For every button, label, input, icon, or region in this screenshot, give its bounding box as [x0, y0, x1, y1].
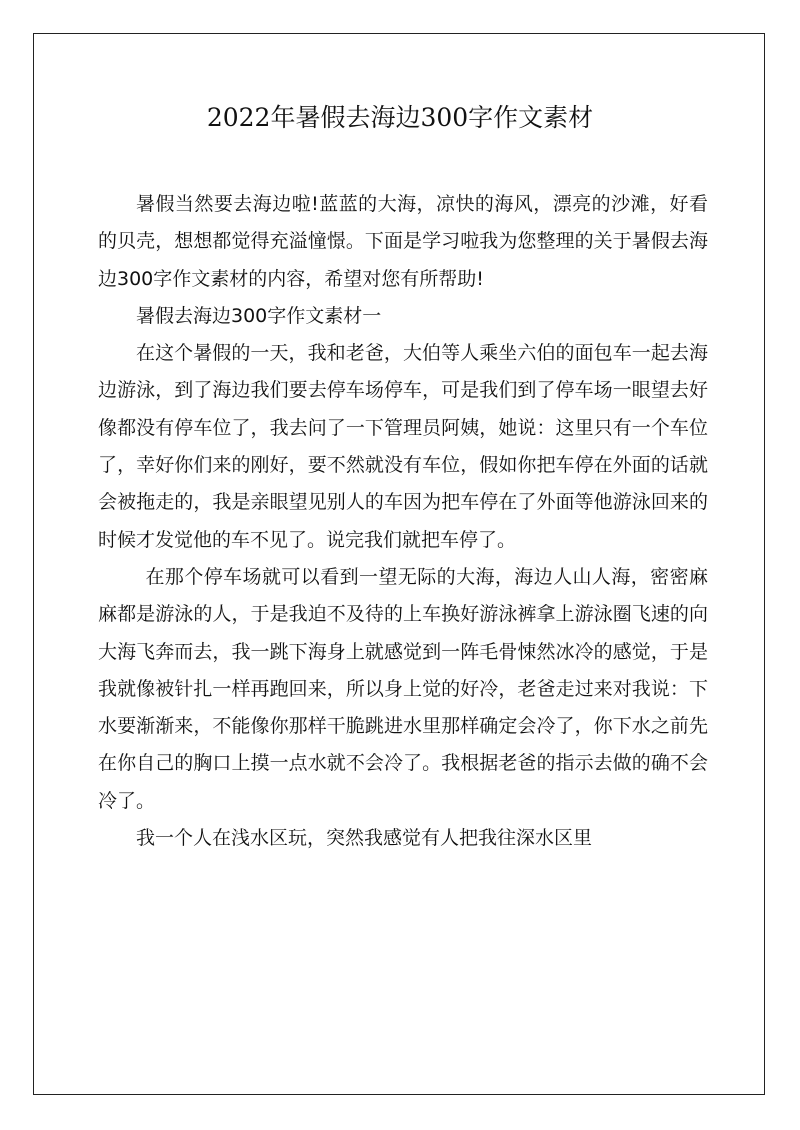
- document-title: 2022年暑假去海边300字作文素材: [206, 103, 594, 132]
- paragraph: 在那个停车场就可以看到一望无际的大海，海边人山人海，密密麻麻都是游泳的人，于是我迫不及待的上车换好游泳裤拿上游泳圈飞速的向大海飞奔而去，我一跳下海身上就感觉到一阵毛骨悚然冰冷的感觉，于是我就像被针扎一样再跑回来，所以身上觉的好冷，老爸走过来对我说：下水要渐渐来，不能像你那样干脆跳进水里那样确定会冷了，你下水之前先在你自己的胸口上摸一点水就不会冷了。我根据老爸的指示去做的确不会冷了。: [98, 565, 708, 812]
- section-heading: 暑假去海边300字作文素材一: [136, 304, 382, 327]
- paragraph-intro: 暑假当然要去海边啦!蓝蓝的大海，凉快的海风，漂亮的沙滩，好看的贝壳，想想都觉得充溢憧憬。下面是学习啦我为您整理的关于暑假去海边300字作文素材的内容，希望对您有所帮助!: [98, 193, 708, 290]
- paragraph: 在这个暑假的一天，我和老爸，大伯等人乘坐六伯的面包车一起去海边游泳，到了海边我们要去停车场停车，可是我们到了停车场一眼望去好像都没有停车位了，我去问了一下管理员阿姨，她说：这里只有一个车位了，幸好你们来的刚好，要不然就没有车位，假如你把车停在外面的话就会被拖走的，我是亲眼望见别人的车因为把车停在了外面等他游泳回来的时候才发觉他的车不见了。说完我们就把车停了。: [98, 342, 708, 551]
- paragraph: 我一个人在浅水区玩，突然我感觉有人把我往深水区里: [136, 827, 593, 850]
- document-body: [98, 186, 708, 857]
